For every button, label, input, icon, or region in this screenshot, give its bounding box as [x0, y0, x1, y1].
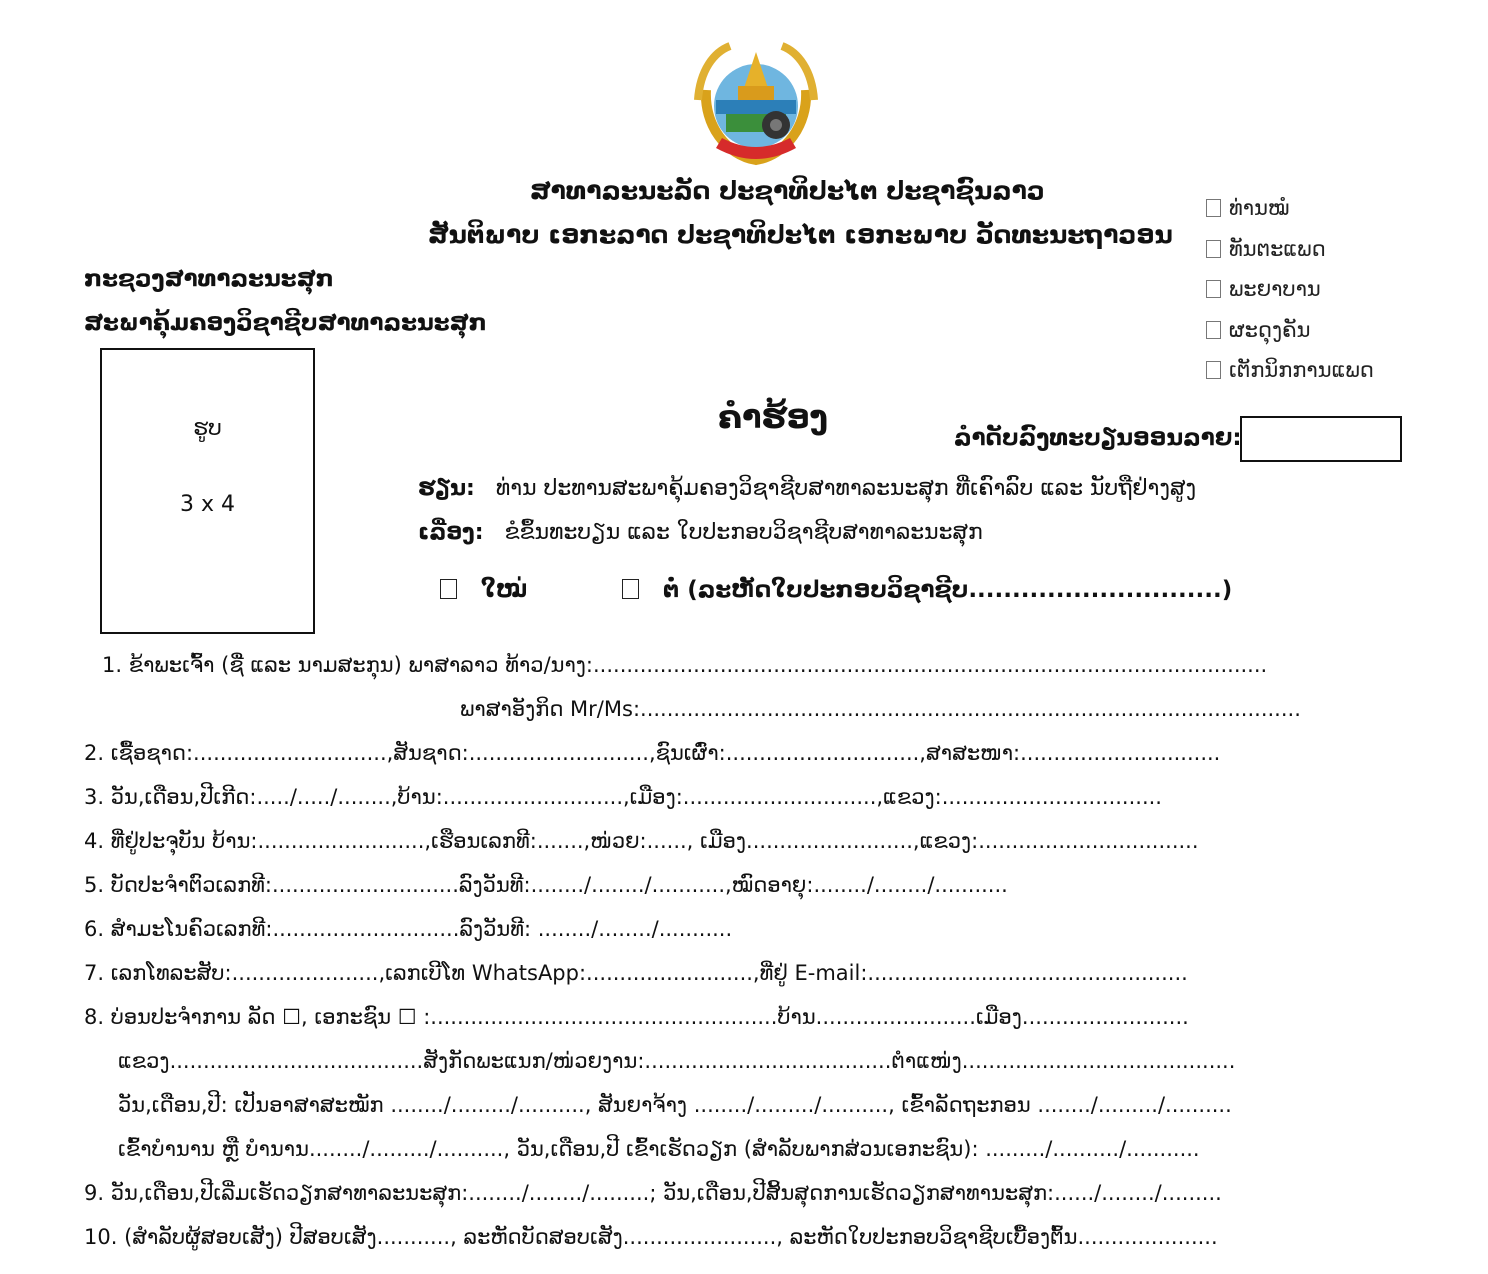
field-ethnicity[interactable]: 2. ເຊື້ອຊາດ:.............................,ສັນຊາດ:...........................,ຊົນເຜົ່າ:.............................,ສາສະໜາ:.............................. — [84, 741, 1221, 765]
field-birth[interactable]: 3. ວັນ,ເດືອນ,ປີເກີດ:...../...../........,ບ້ານ:...........................,ເມືອງ:.............................,ແຂວງ:................................. — [84, 785, 1162, 809]
type-renew-label: ຕໍ່ (ລະຫັດໃບປະກອບວິຊາຊີບ.............................) — [663, 577, 1233, 603]
field-name-lao[interactable]: 1. ຂ້າພະເຈົ້າ (ຊື່ ແລະ ນາມສະກຸນ) ພາສາລາວ ທ້າວ/ນາງ:..................................................................................................... — [102, 653, 1268, 677]
field-name-english[interactable]: ພາສາອັງກິດ Mr/Ms:................................................................................................... — [460, 697, 1301, 721]
profession-checklist — [1206, 188, 1374, 391]
field-workplace[interactable]: 8. ບ່ອນປະຈໍາການ ລັດ ☐, ເອກະຊົນ ☐ :....................................................ບ້ານ........................ເມືອງ......................... — [84, 1005, 1189, 1029]
field-work-period[interactable]: 9. ວັນ,ເດືອນ,ປີເລີ່ມເຮັດວຽກສາທາລະນະສຸກ:......../......../.........; ວັນ,ເດືອນ,ປີສິ້ນສຸດການເຮັດວຽກສາທານະສຸກ:....../......../......... — [84, 1181, 1222, 1205]
field-retirement[interactable]: ເຂົ້າບໍານານ ຫຼື ບໍານານ......../........./.........., ວັນ,ເດືອນ,ປີ ເຂົ້າເຮັດວຽກ (ສໍາລັບພາກສ່ວນເອກະຊົນ): ........./........../........... — [118, 1137, 1200, 1161]
profession-option[interactable] — [1206, 229, 1374, 270]
addressee-line — [418, 476, 1196, 501]
profession-option[interactable] — [1206, 269, 1374, 310]
national-motto: ສັນຕິພາບ ເອກະລາດ ປະຊາທິປະໄຕ ເອກະພາບ ວັດທະນະຖາວອນ — [428, 220, 1173, 249]
profession-option[interactable] — [1206, 350, 1374, 391]
checkbox[interactable] — [440, 579, 457, 599]
to-text: ທ່ານ ປະທານສະພາຄຸ້ມຄອງວິຊາຊີບສາທາລະນະສຸກ ທີ່ເຄົາລົບ ແລະ ນັບຖືຢ່າງສູງ — [495, 476, 1197, 501]
photo-box[interactable] — [100, 348, 315, 634]
checkbox[interactable] — [1206, 361, 1221, 379]
profession-label: ທ່ານໝໍ — [1229, 196, 1290, 221]
ministry-name: ກະຊວງສາທາລະນະສຸກ — [84, 266, 334, 292]
subject-text: ຂໍຂຶ້ນທະບຽນ ແລະ ໃບປະກອບວິຊາຊີບສາທາລະນະສຸກ — [504, 520, 983, 545]
national-emblem-icon — [686, 30, 826, 170]
checkbox[interactable] — [622, 579, 639, 599]
profession-label: ພະຍາບານ — [1229, 277, 1321, 302]
profession-label: ເຕັກນິກການແພດ — [1229, 358, 1374, 383]
photo-label: ຮູບ — [193, 416, 222, 441]
council-name: ສະພາຄຸ້ມຄອງວິຊາຊີບສາທາລະນະສຸກ — [84, 310, 487, 336]
profession-label: ທັນຕະແພດ — [1229, 236, 1326, 261]
photo-size: 3 x 4 — [180, 492, 235, 517]
form-title: ຄໍາຮ້ອງ — [718, 398, 828, 436]
registration-label: ລໍາດັບລົງທະບຽນອອນລາຍ: — [954, 425, 1242, 451]
field-family-book[interactable]: 6. ສໍາມະໂນຄົວເລກທີ:............................ລົງວັນທີ: ......../......../........... — [84, 917, 733, 941]
field-current-address[interactable]: 4. ທີ່ຢູ່ປະຈຸບັນ ບ້ານ:.........................,ເຮືອນເລກທີ:.......,ໜ່ວຍ:......, ເມືອງ.........................,ແຂວງ:................................. — [84, 829, 1199, 853]
field-workplace-dept[interactable]: ແຂວງ......................................ສັງກັດພະແນກ/ໜ່ວຍງານ:.....................................ຕໍາແໜ່ງ......................................... — [118, 1049, 1236, 1073]
checkbox[interactable] — [1206, 199, 1221, 217]
type-new-option[interactable] — [440, 577, 527, 603]
republic-title: ສາທາລະນະລັດ ປະຊາທິປະໄຕ ປະຊາຊົນລາວ — [530, 176, 1045, 205]
checkbox[interactable] — [1206, 240, 1221, 258]
profession-option[interactable] — [1206, 310, 1374, 351]
profession-option[interactable] — [1206, 188, 1374, 229]
type-renew-option[interactable] — [622, 577, 1232, 603]
registration-number-field[interactable] — [1240, 416, 1402, 462]
subject-label: ເລື່ອງ: — [418, 520, 484, 545]
field-id-card[interactable]: 5. ບັດປະຈໍາຕົວເລກທີ:............................ລົງວັນທີ:......../......../...........,ໝົດອາຍຸ:......../......../........... — [84, 873, 1008, 897]
subject-line — [418, 520, 983, 545]
field-contact[interactable]: 7. ເລກໂທລະສັບ:......................,ເລກເບີໂທ WhatsApp:.........................,ທີ່ຢູ່ E-mail:................................................ — [84, 961, 1188, 985]
type-new-label: ໃໝ່ — [481, 577, 528, 603]
profession-label: ຜະດຸງຄັນ — [1229, 317, 1311, 342]
checkbox[interactable] — [1206, 321, 1221, 339]
to-label: ຮຽນ: — [418, 476, 475, 501]
checkbox[interactable] — [1206, 280, 1221, 298]
field-employment-dates[interactable]: ວັນ,ເດືອນ,ປີ: ເປັນອາສາສະໝັກ ......../........./.........., ສັນຍາຈ້າງ ......../........./.........., ເຂົ້າລັດຖະກອນ ......../........./.......... — [118, 1093, 1232, 1117]
field-exam[interactable]: 10. (ສໍາລັບຜູ້ສອບເສັງ) ປີສອບເສັງ..........., ລະຫັດບັດສອບເສັງ......................., ລະຫັດໃບປະກອບວິຊາຊີບເບື້ອງຕົ້ນ..................... — [84, 1225, 1218, 1249]
